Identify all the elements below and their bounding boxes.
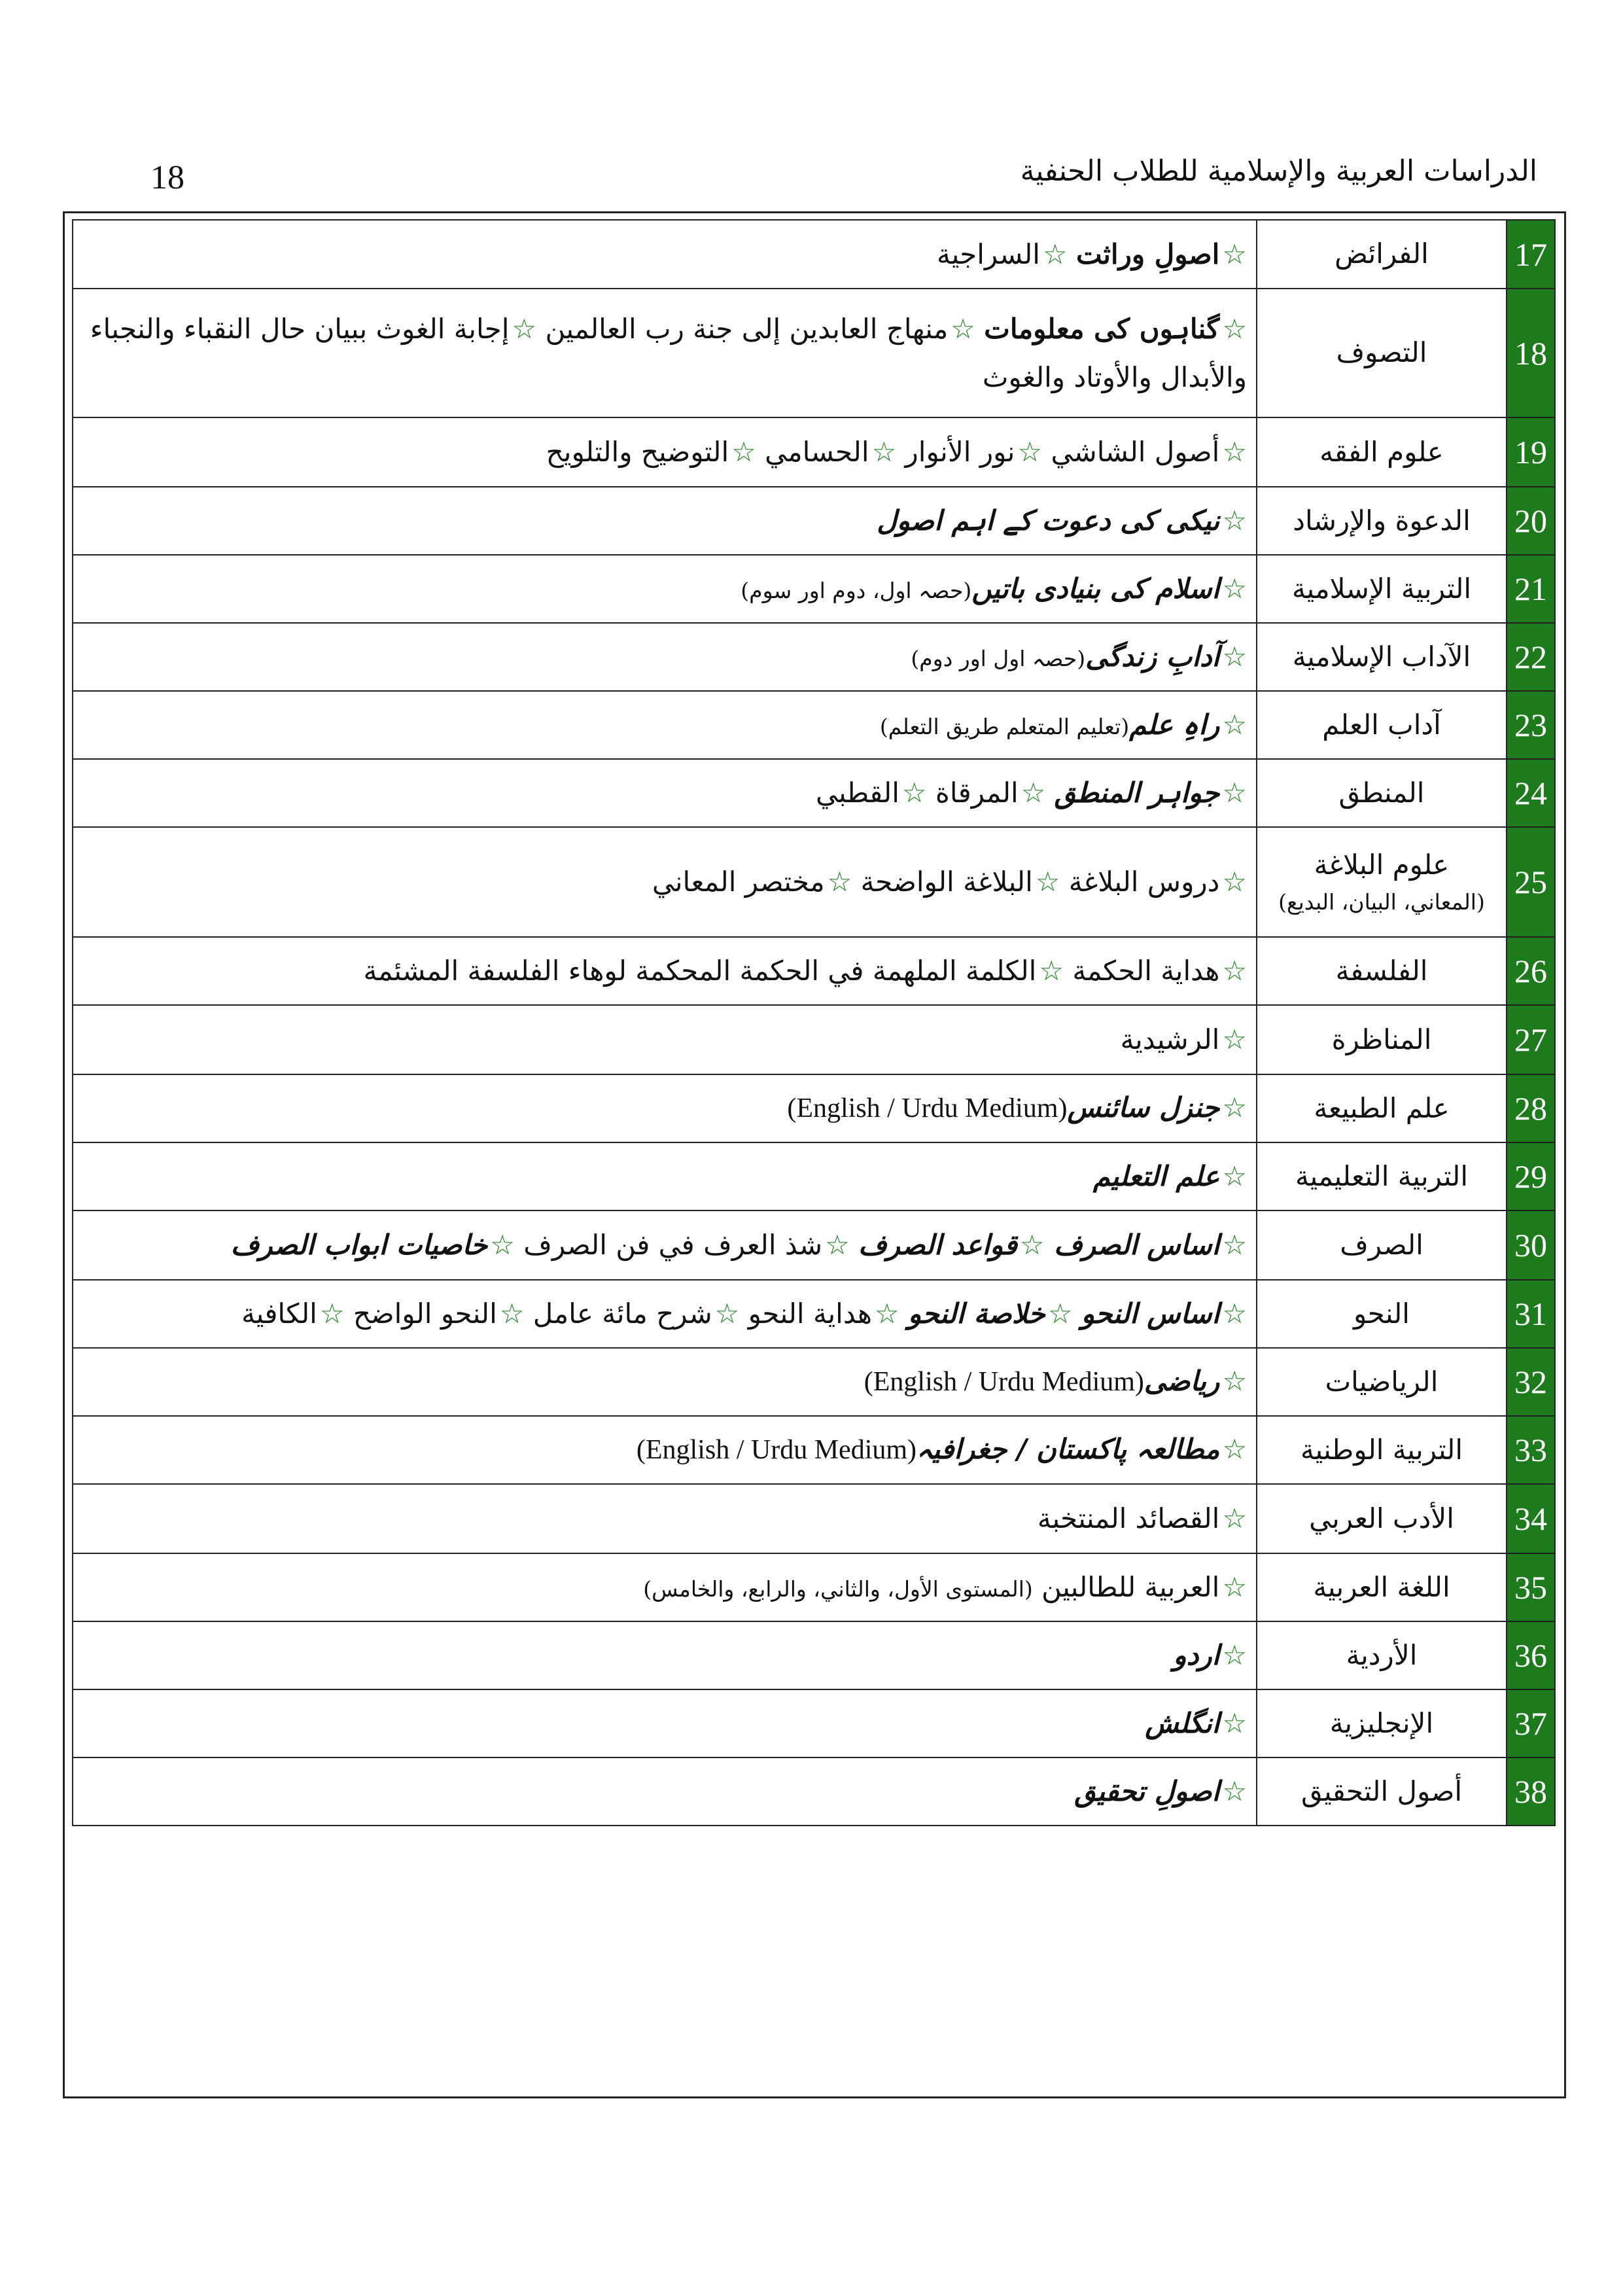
subject-name: الصرف [1340, 1228, 1423, 1261]
table-row [73, 1348, 1555, 1416]
row-number: 38 [1507, 1757, 1555, 1826]
book-title: القصائد المنتخبة [1037, 1502, 1220, 1535]
star-icon: ☆ [1222, 1707, 1247, 1740]
star-icon: ☆ [499, 1298, 525, 1330]
row-number: 20 [1507, 487, 1555, 555]
table-row [73, 1210, 1555, 1280]
book-title: منهاج العابدين إلى جنة رب العالمين [536, 313, 949, 345]
book-title: الكافية [241, 1298, 317, 1330]
book-title: علم التعليم [1092, 1160, 1220, 1193]
row-number: 24 [1507, 759, 1555, 827]
subject-cell [1257, 289, 1507, 417]
table-row [73, 1416, 1555, 1484]
books-cell [73, 623, 1257, 691]
row-number: 35 [1507, 1553, 1555, 1621]
subject-name: المناظرة [1331, 1023, 1432, 1055]
book-title: السراجية [937, 238, 1040, 270]
row-number: 25 [1507, 827, 1555, 937]
subject-name: التربية الإسلامية [1291, 572, 1472, 605]
books-cell [73, 1142, 1257, 1210]
star-icon: ☆ [951, 313, 975, 345]
subject-cell [1257, 1484, 1507, 1553]
subject-cell [1257, 417, 1507, 487]
star-icon: ☆ [871, 436, 897, 468]
table-row [73, 220, 1555, 289]
star-icon: ☆ [1222, 1229, 1247, 1262]
star-icon: ☆ [1222, 573, 1247, 605]
subject-name: الرياضيات [1325, 1365, 1439, 1398]
subject-name: الأردية [1346, 1638, 1418, 1671]
books-cell [73, 1074, 1257, 1142]
book-title: الحسامي [756, 436, 869, 468]
subject-cell [1257, 1416, 1507, 1484]
row-number: 19 [1507, 417, 1555, 487]
books-cell [73, 1280, 1257, 1348]
star-icon: ☆ [1222, 866, 1247, 898]
star-icon: ☆ [1222, 1023, 1247, 1056]
table-row [73, 1484, 1555, 1553]
table-row [73, 1074, 1555, 1142]
book-title: مطالعہ پاکستان / جغرافیہ [916, 1433, 1220, 1466]
table-row [73, 1621, 1555, 1689]
row-number: 23 [1507, 691, 1555, 759]
book-title: راہِ علم [1129, 709, 1220, 741]
subject-name: الدعوة والإرشاد [1293, 504, 1471, 537]
subject-cell [1257, 759, 1507, 827]
book-title: انگلش [1145, 1707, 1220, 1740]
page-header [65, 145, 1537, 204]
books-cell [73, 1210, 1257, 1280]
subject-name: التربية التعليمية [1295, 1159, 1468, 1192]
book-title: خلاصة النحو [908, 1298, 1045, 1330]
subject-cell [1257, 1005, 1507, 1074]
subject-cell [1257, 827, 1507, 937]
books-cell [73, 417, 1257, 487]
table-row [73, 417, 1555, 487]
subject-cell [1257, 1689, 1507, 1757]
subject-name: علوم الفقه [1319, 435, 1444, 468]
book-title: القطبي [816, 777, 899, 809]
book-title: اسلام کی بنیادی باتیں [971, 573, 1220, 605]
book-title: نور الأنوار [896, 436, 1015, 468]
star-icon: ☆ [714, 1298, 740, 1330]
star-icon: ☆ [1222, 1091, 1247, 1124]
subject-name: الفرائض [1335, 238, 1429, 270]
subject-cell [1257, 1074, 1507, 1142]
subject-subtitle: (المعاني، البيان، البديع) [1278, 889, 1485, 915]
row-number: 32 [1507, 1348, 1555, 1416]
star-icon: ☆ [1021, 777, 1046, 809]
subject-name: آداب العلم [1322, 708, 1441, 741]
book-title: اصولِ تحقیق [1074, 1775, 1220, 1808]
table-row [73, 759, 1555, 827]
star-icon: ☆ [1222, 1571, 1247, 1604]
row-number: 33 [1507, 1416, 1555, 1484]
row-number: 27 [1507, 1005, 1555, 1074]
book-title: خاصيات ابواب الصرف [230, 1229, 488, 1262]
star-icon: ☆ [1222, 238, 1247, 270]
subject-name: الفلسفة [1335, 954, 1428, 987]
book-note: (حصہ اول اور دوم) [911, 646, 1086, 672]
book-title: العربية للطالبين [1032, 1571, 1220, 1604]
books-cell [73, 1757, 1257, 1826]
page-number: 18 [150, 159, 184, 196]
books-cell [73, 1416, 1257, 1484]
table-row [73, 1553, 1555, 1621]
books-cell [73, 1005, 1257, 1074]
subject-name: الأدب العربي [1309, 1502, 1454, 1534]
subject-name: المنطق [1338, 776, 1425, 809]
star-icon: ☆ [1222, 436, 1247, 468]
subject-name: التصوف [1336, 336, 1427, 369]
row-number: 30 [1507, 1210, 1555, 1280]
book-title: اساس النحو [1081, 1298, 1220, 1330]
subject-cell [1257, 220, 1507, 289]
subject-name: الآداب الإسلامية [1292, 640, 1471, 673]
subject-cell [1257, 1621, 1507, 1689]
books-cell [73, 487, 1257, 555]
book-title: مختصر المعاني [652, 866, 825, 898]
star-icon: ☆ [1222, 777, 1247, 809]
table-row [73, 1757, 1555, 1826]
star-icon: ☆ [1039, 955, 1064, 987]
book-title: قواعد الصرف [858, 1229, 1017, 1262]
book-medium-note: (English / Urdu Medium) [787, 1093, 1068, 1124]
book-title: البلاغة الواضحة [852, 866, 1033, 898]
book-title: شرح مائة عامل [524, 1298, 712, 1330]
books-cell [73, 827, 1257, 937]
book-medium-note: (English / Urdu Medium) [864, 1367, 1144, 1398]
star-icon: ☆ [1222, 1298, 1247, 1330]
book-title: اصولِ وراثت [1076, 238, 1220, 270]
star-icon: ☆ [1019, 1229, 1045, 1262]
row-number: 21 [1507, 555, 1555, 623]
star-icon: ☆ [1222, 709, 1247, 741]
book-title: آدابِ زندگی [1085, 641, 1220, 673]
book-title: نیکی کی دعوت کے اہم اصول [877, 504, 1220, 537]
books-cell [73, 1484, 1257, 1553]
book-title: اردو [1173, 1639, 1220, 1672]
subject-cell [1257, 1757, 1507, 1826]
table-row [73, 1142, 1555, 1210]
subject-name: اللغة العربية [1313, 1570, 1450, 1603]
book-note: (تعليم المتعلم طريق التعلم) [879, 714, 1130, 740]
subject-name: علوم البلاغة [1314, 849, 1450, 881]
row-number: 37 [1507, 1689, 1555, 1757]
table-row [73, 289, 1555, 417]
subject-cell [1257, 487, 1507, 555]
header-title: الدراسات العربية والإسلامية للطلاب الحنفية [1020, 154, 1537, 188]
table-row [73, 937, 1555, 1005]
book-title: إجابة الغوث ببيان حال النقباء والنجباء والأبدال والأوتاد والغوث [90, 313, 1247, 393]
table-row [73, 555, 1555, 623]
subject-cell [1257, 1553, 1507, 1621]
subject-cell [1257, 1280, 1507, 1348]
book-title: دروس البلاغة [1060, 866, 1220, 898]
books-cell [73, 220, 1257, 289]
star-icon: ☆ [901, 777, 927, 809]
row-number: 22 [1507, 623, 1555, 691]
star-icon: ☆ [1042, 238, 1068, 270]
row-number: 31 [1507, 1280, 1555, 1348]
star-icon: ☆ [1017, 436, 1043, 468]
star-icon: ☆ [1222, 955, 1247, 987]
subject-cell [1257, 937, 1507, 1005]
book-note: (المستوى الأول، والثاني، والرابع، والخامس) [643, 1576, 1033, 1602]
book-title: هداية الحكمة [1064, 955, 1220, 987]
book-title: أصول الشاشي [1042, 436, 1220, 468]
subject-cell [1257, 1348, 1507, 1416]
book-medium-note: (English / Urdu Medium) [636, 1435, 917, 1466]
table-row [73, 827, 1555, 937]
book-title: ریاضی [1143, 1365, 1220, 1398]
row-number: 17 [1507, 220, 1555, 289]
star-icon: ☆ [731, 436, 756, 468]
star-icon: ☆ [1222, 504, 1247, 537]
star-icon: ☆ [1222, 1365, 1247, 1398]
book-title: المرقاة [926, 777, 1019, 809]
book-title: شذ العرف في فن الصرف [514, 1229, 823, 1262]
star-icon: ☆ [875, 1298, 899, 1330]
row-number: 26 [1507, 937, 1555, 1005]
book-title: الرشيدية [1120, 1023, 1220, 1056]
subject-cell [1257, 555, 1507, 623]
book-note: (حصہ اول، دوم اور سوم) [741, 578, 972, 604]
subject-name: التربية الوطنية [1300, 1433, 1463, 1466]
subject-name: أصول التحقيق [1300, 1775, 1463, 1807]
books-cell [73, 555, 1257, 623]
row-number: 18 [1507, 289, 1555, 417]
book-title: النحو الواضح [344, 1298, 497, 1330]
book-title: هداية النحو [739, 1298, 873, 1330]
row-number: 29 [1507, 1142, 1555, 1210]
books-cell [73, 937, 1257, 1005]
star-icon: ☆ [512, 313, 537, 345]
table-row [73, 1280, 1555, 1348]
star-icon: ☆ [1222, 1502, 1247, 1535]
book-title: گناہوں کی معلومات [984, 313, 1220, 345]
subject-name: الإنجليزية [1329, 1706, 1434, 1739]
star-icon: ☆ [1222, 1160, 1247, 1193]
star-icon: ☆ [1047, 1298, 1073, 1330]
book-title: الكلمة الملهمة في الحكمة المحكمة لوهاء الفلسفة المشئمة [363, 955, 1037, 987]
books-cell [73, 1689, 1257, 1757]
table-row [73, 487, 1555, 555]
row-number: 36 [1507, 1621, 1555, 1689]
book-title: جواہر المنطق [1054, 777, 1220, 809]
books-cell [73, 1348, 1257, 1416]
books-cell [73, 289, 1257, 417]
subject-cell [1257, 691, 1507, 759]
table-row [73, 1689, 1555, 1757]
course-table [72, 219, 1556, 1826]
row-number: 28 [1507, 1074, 1555, 1142]
subject-name: علم الطبيعة [1314, 1091, 1450, 1124]
star-icon: ☆ [1222, 1775, 1247, 1808]
star-icon: ☆ [1222, 641, 1247, 673]
table-row [73, 691, 1555, 759]
books-cell [73, 1621, 1257, 1689]
books-cell [73, 1553, 1257, 1621]
subject-name: النحو [1353, 1297, 1410, 1330]
book-title: اساس الصرف [1044, 1229, 1220, 1262]
star-icon: ☆ [1222, 1639, 1247, 1672]
star-icon: ☆ [1035, 866, 1060, 898]
star-icon: ☆ [825, 1229, 850, 1262]
star-icon: ☆ [1222, 1433, 1247, 1466]
row-number: 34 [1507, 1484, 1555, 1553]
books-cell [73, 759, 1257, 827]
book-title: جنزل سائنس [1067, 1091, 1220, 1124]
star-icon: ☆ [1222, 313, 1247, 345]
subject-cell [1257, 1210, 1507, 1280]
star-icon: ☆ [490, 1229, 515, 1262]
star-icon: ☆ [827, 866, 852, 898]
subject-cell [1257, 623, 1507, 691]
subject-cell [1257, 1142, 1507, 1210]
books-cell [73, 691, 1257, 759]
table-row [73, 1005, 1555, 1074]
book-title: التوضيح والتلويح [546, 436, 729, 468]
star-icon: ☆ [319, 1298, 345, 1330]
table-row [73, 623, 1555, 691]
